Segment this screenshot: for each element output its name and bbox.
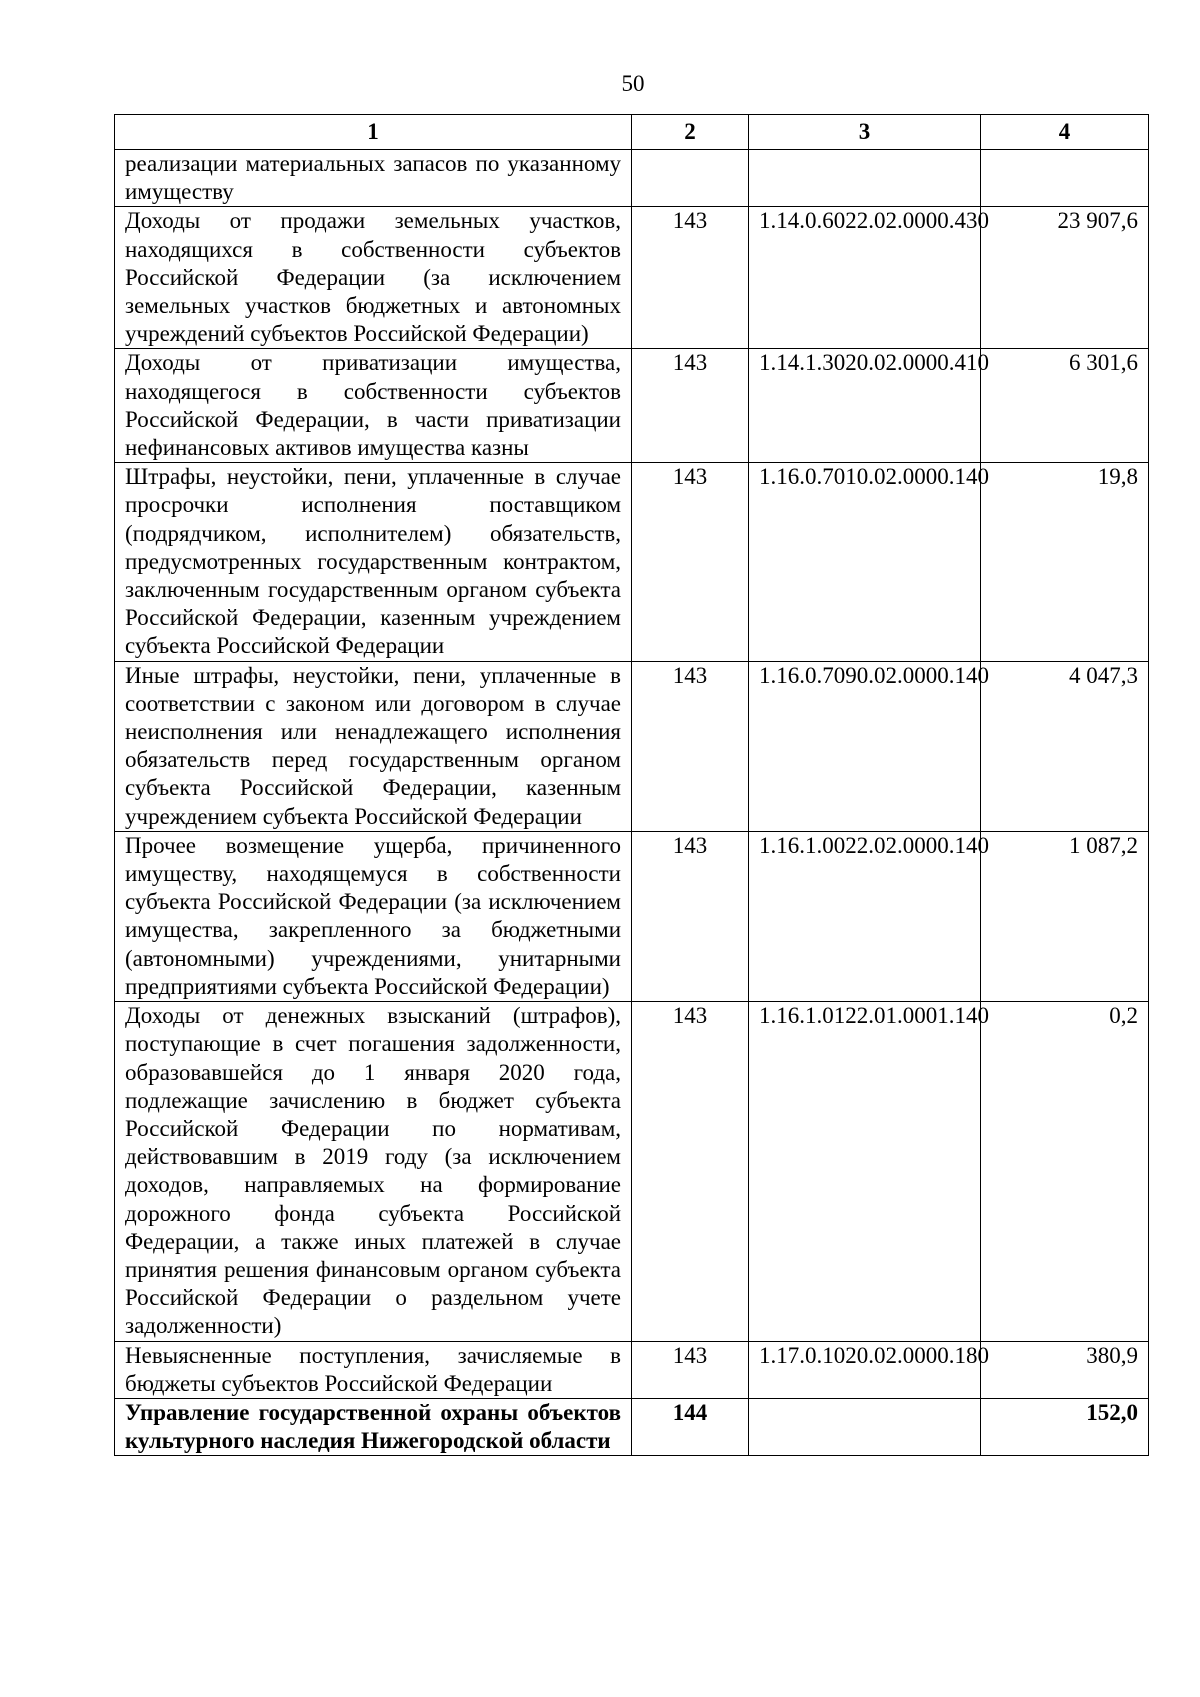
admin-code: 143: [632, 831, 749, 1001]
page-number: 50: [621, 71, 645, 96]
amount: 23 907,6: [981, 207, 1149, 349]
table-header: [115, 115, 1149, 150]
table-row-department-total: [115, 1398, 1149, 1455]
revenue-name: Прочее возмещение ущерба, причиненного имуществу, находящемуся в собственности субъекта Российской Федерации (за исключением имущества, закрепленного за бюджетными (автономными) учреждениями, унитарными предприятиями субъекта Российской Федерации): [115, 831, 632, 1001]
header-row: [115, 115, 1149, 150]
budget-classification-code: 1.16.0.7010.02.0000.140: [749, 463, 981, 661]
table-row: [115, 207, 1149, 349]
header-col-4: 4: [981, 115, 1149, 150]
budget-classification-code: 1.16.1.0122.01.0001.140: [749, 1002, 981, 1341]
amount: [981, 150, 1149, 207]
table-body: [115, 150, 1149, 1456]
admin-code: 143: [632, 1341, 749, 1398]
admin-code: 143: [632, 661, 749, 831]
revenue-name: Невыясненные поступления, зачисляемые в бюджеты субъектов Российской Федерации: [115, 1341, 632, 1398]
header-col-3: 3: [749, 115, 981, 150]
table-row: [115, 831, 1149, 1001]
budget-classification-code: [749, 150, 981, 207]
header-col-1: 1: [115, 115, 632, 150]
table-row: [115, 1341, 1149, 1398]
budget-classification-code: 1.14.1.3020.02.0000.410: [749, 349, 981, 463]
table-row: [115, 349, 1149, 463]
admin-code: [632, 150, 749, 207]
table-row: [115, 661, 1149, 831]
budget-classification-code: [749, 1398, 981, 1455]
table-row: [115, 1002, 1149, 1341]
amount: 6 301,6: [981, 349, 1149, 463]
amount: 380,9: [981, 1341, 1149, 1398]
revenue-name: Доходы от приватизации имущества, находящегося в собственности субъектов Российской Федерации, в части приватизации нефинансовых активов имущества казны: [115, 349, 632, 463]
admin-code: 143: [632, 207, 749, 349]
table-row: [115, 150, 1149, 207]
budget-classification-code: 1.16.1.0022.02.0000.140: [749, 831, 981, 1001]
revenue-name: Штрафы, неустойки, пени, уплаченные в случае просрочки исполнения поставщиком (подрядчиком, исполнителем) обязательств, предусмотренных государственным контрактом, заключенным государственным органом субъекта Российской Федерации, казенным учреждением субъекта Российской Федерации: [115, 463, 632, 661]
revenue-table: [114, 114, 1149, 1456]
department-name: Управление государственной охраны объектов культурного наследия Нижегородской области: [115, 1398, 632, 1455]
budget-classification-code: 1.14.0.6022.02.0000.430: [749, 207, 981, 349]
admin-code: 144: [632, 1398, 749, 1455]
revenue-name: Доходы от продажи земельных участков, находящихся в собственности субъектов Российской Федерации (за исключением земельных участков бюджетных и автономных учреждений субъектов Российской Федерации): [115, 207, 632, 349]
budget-classification-code: 1.16.0.7090.02.0000.140: [749, 661, 981, 831]
admin-code: 143: [632, 349, 749, 463]
department-total-amount: 152,0: [981, 1398, 1149, 1455]
revenue-name: Иные штрафы, неустойки, пени, уплаченные в соответствии с законом или договором в случае неисполнения или ненадлежащего исполнения обязательств перед государственным органом субъекта Российской Федерации, казенным учреждением субъекта Российской Федерации: [115, 661, 632, 831]
admin-code: 143: [632, 463, 749, 661]
revenue-name: Доходы от денежных взысканий (штрафов), поступающие в счет погашения задолженности, образовавшейся до 1 января 2020 года, подлежащие зачислению в бюджет субъекта Российской Федерации по нормативам, действовавшим в 2019 году (за исключением доходов, направляемых на формирование дорожного фонда субъекта Российской Федерации, а также иных платежей в случае принятия решения финансовым органом субъекта Российской Федерации о раздельном учете задолженности): [115, 1002, 632, 1341]
amount: 0,2: [981, 1002, 1149, 1341]
table-row: [115, 463, 1149, 661]
budget-classification-code: 1.17.0.1020.02.0000.180: [749, 1341, 981, 1398]
amount: 4 047,3: [981, 661, 1149, 831]
amount: 1 087,2: [981, 831, 1149, 1001]
amount: 19,8: [981, 463, 1149, 661]
revenue-name: реализации материальных запасов по указанному имуществу: [115, 150, 632, 207]
header-col-2: 2: [632, 115, 749, 150]
admin-code: 143: [632, 1002, 749, 1341]
